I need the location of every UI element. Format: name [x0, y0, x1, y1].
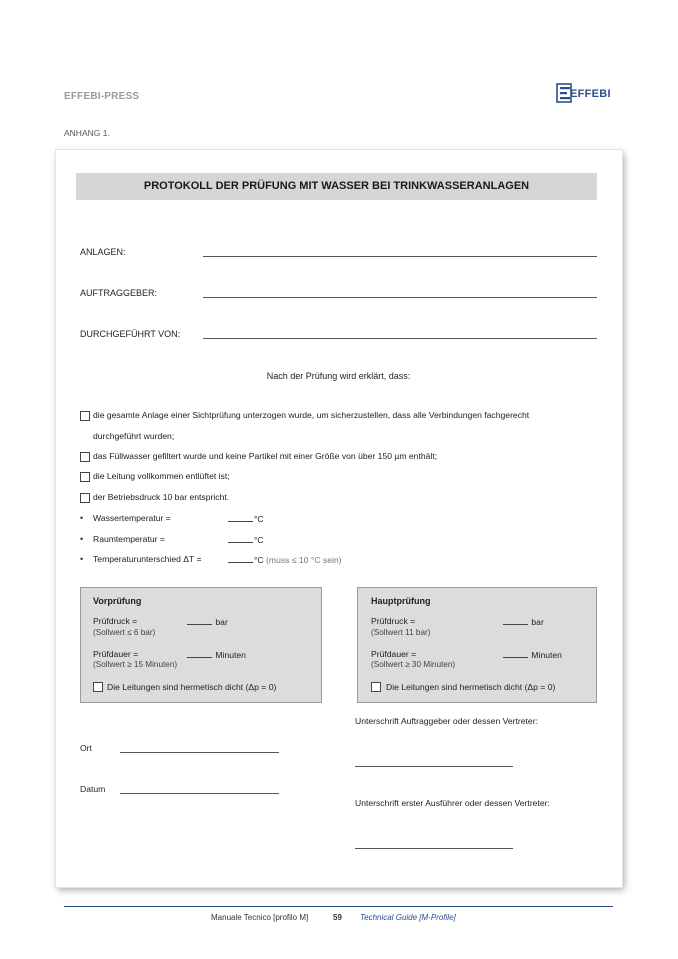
- temp-unit-diff: °C: [254, 555, 264, 565]
- place-label: Ort: [80, 743, 92, 753]
- declaration-sichtpruefung-line1: die gesamte Anlage einer Sichtprüfung unterzogen wurde, um sicherzustellen, dass alle Verbindungen fachgerecht: [93, 410, 530, 420]
- hauptpruefung-duration-entry: [503, 649, 562, 660]
- hauptpruefung-title: Hauptprüfung: [371, 596, 431, 606]
- vorpruefung-pressure-unit: bar: [215, 617, 228, 627]
- temp-entry-diff: [228, 554, 342, 565]
- hauptpruefung-dicht-label: Die Leitungen sind hermetisch dicht (Δp = 0): [386, 682, 556, 692]
- bullet-icon: •: [80, 513, 84, 523]
- annex-label: ANHANG 1.: [64, 128, 110, 138]
- vorpruefung-dicht-checkbox[interactable]: [93, 682, 103, 692]
- place-line[interactable]: [120, 752, 279, 753]
- field-label-anlagen: ANLAGEN:: [80, 247, 126, 257]
- vorpruefung-dicht-label: Die Leitungen sind hermetisch dicht (Δp = 0): [107, 682, 277, 692]
- field-label-durchgefuehrt: DURCHGEFÜHRT VON:: [80, 329, 181, 339]
- hauptpruefung-pressure-unit: bar: [531, 617, 544, 627]
- declaration-fuellwasser: das Füllwasser gefiltert wurde und keine Partikel mit einer Größe von über 150 µm enthält;: [93, 451, 438, 461]
- temp-blank-wasser[interactable]: [228, 513, 253, 522]
- hauptpruefung-dicht-checkbox[interactable]: [371, 682, 381, 692]
- vorpruefung-title: Vorprüfung: [93, 596, 142, 606]
- declaration-sichtpruefung-line2: durchgeführt wurden;: [93, 431, 175, 441]
- temp-label-raum: Raumtemperatur =: [93, 534, 165, 544]
- hauptpruefung-pressure-entry: [503, 616, 544, 627]
- vorpruefung-pressure-entry: [187, 616, 228, 627]
- temp-note-diff: (muss ≤ 10 °C sein): [266, 555, 342, 565]
- vorpruefung-duration-note: (Sollwert ≥ 15 Minuten): [93, 660, 178, 669]
- bullet-icon: •: [80, 554, 84, 564]
- field-line-durchgefuehrt[interactable]: [203, 338, 597, 339]
- field-label-auftraggeber: AUFTRAGGEBER:: [80, 288, 158, 298]
- vorpruefung-pressure-label: Prüfdruck =: [93, 616, 138, 626]
- hauptpruefung-duration-blank[interactable]: [503, 649, 528, 658]
- checkbox-sichtpruefung[interactable]: [80, 411, 90, 421]
- footer-guide: Technical Guide [M-Profile]: [360, 913, 456, 922]
- temp-label-wasser: Wassertemperatur =: [93, 513, 171, 523]
- footer-page-number: 59: [333, 913, 342, 922]
- vorpruefung-pressure-blank[interactable]: [187, 616, 212, 625]
- hauptpruefung-duration-unit: Minuten: [531, 650, 562, 660]
- bullet-icon: •: [80, 534, 84, 544]
- checkbox-entlueftet[interactable]: [80, 472, 90, 482]
- field-line-anlagen[interactable]: [203, 256, 597, 257]
- company-name: EFFEBI-PRESS: [64, 91, 140, 102]
- signature-client-label: Unterschrift Auftraggeber oder dessen Vertreter:: [355, 716, 538, 726]
- footer-divider: [64, 906, 613, 907]
- declaration-entlueftet: die Leitung vollkommen entlüftet ist;: [93, 471, 230, 481]
- footer-manual: Manuale Tecnico [profilo M]: [211, 913, 309, 922]
- hauptpruefung-pressure-label: Prüfdruck =: [371, 616, 416, 626]
- signature-contractor-line[interactable]: [355, 848, 513, 849]
- temp-entry-raum: [228, 534, 264, 545]
- declaration-betriebsdruck: der Betriebsdruck 10 bar entspricht.: [93, 492, 230, 502]
- form-title: PROTOKOLL DER PRÜFUNG MIT WASSER BEI TRINKWASSERANLAGEN: [76, 173, 597, 200]
- hauptpruefung-pressure-blank[interactable]: [503, 616, 528, 625]
- field-line-auftraggeber[interactable]: [203, 297, 597, 298]
- temp-unit-raum: °C: [254, 535, 264, 545]
- declaration-intro: Nach der Prüfung wird erklärt, dass:: [266, 371, 411, 381]
- checkbox-fuellwasser[interactable]: [80, 452, 90, 462]
- temp-label-diff: Temperaturunterschied ΔT =: [93, 554, 202, 564]
- vorpruefung-pressure-note: (Sollwert ≤ 6 bar): [93, 628, 156, 637]
- effebi-logo: [556, 82, 616, 104]
- vorpruefung-duration-label: Prüfdauer =: [93, 649, 139, 659]
- hauptpruefung-pressure-note: (Sollwert 11 bar): [371, 628, 431, 637]
- temp-unit-wasser: °C: [254, 514, 264, 524]
- signature-contractor-label: Unterschrift erster Ausführer oder dessen Vertreter:: [355, 798, 550, 808]
- date-line[interactable]: [120, 793, 279, 794]
- hauptpruefung-duration-label: Prüfdauer =: [371, 649, 417, 659]
- hauptpruefung-duration-note: (Sollwert ≥ 30 Minuten): [371, 660, 456, 669]
- vorpruefung-duration-blank[interactable]: [187, 649, 212, 658]
- checkbox-betriebsdruck[interactable]: [80, 493, 90, 503]
- date-label: Datum: [80, 784, 106, 794]
- vorpruefung-duration-unit: Minuten: [215, 650, 246, 660]
- signature-client-line[interactable]: [355, 766, 513, 767]
- logo-text: EFFEBI: [570, 88, 611, 100]
- temp-blank-raum[interactable]: [228, 534, 253, 543]
- vorpruefung-duration-entry: [187, 649, 246, 660]
- temp-entry-wasser: [228, 513, 264, 524]
- temp-blank-diff[interactable]: [228, 554, 253, 563]
